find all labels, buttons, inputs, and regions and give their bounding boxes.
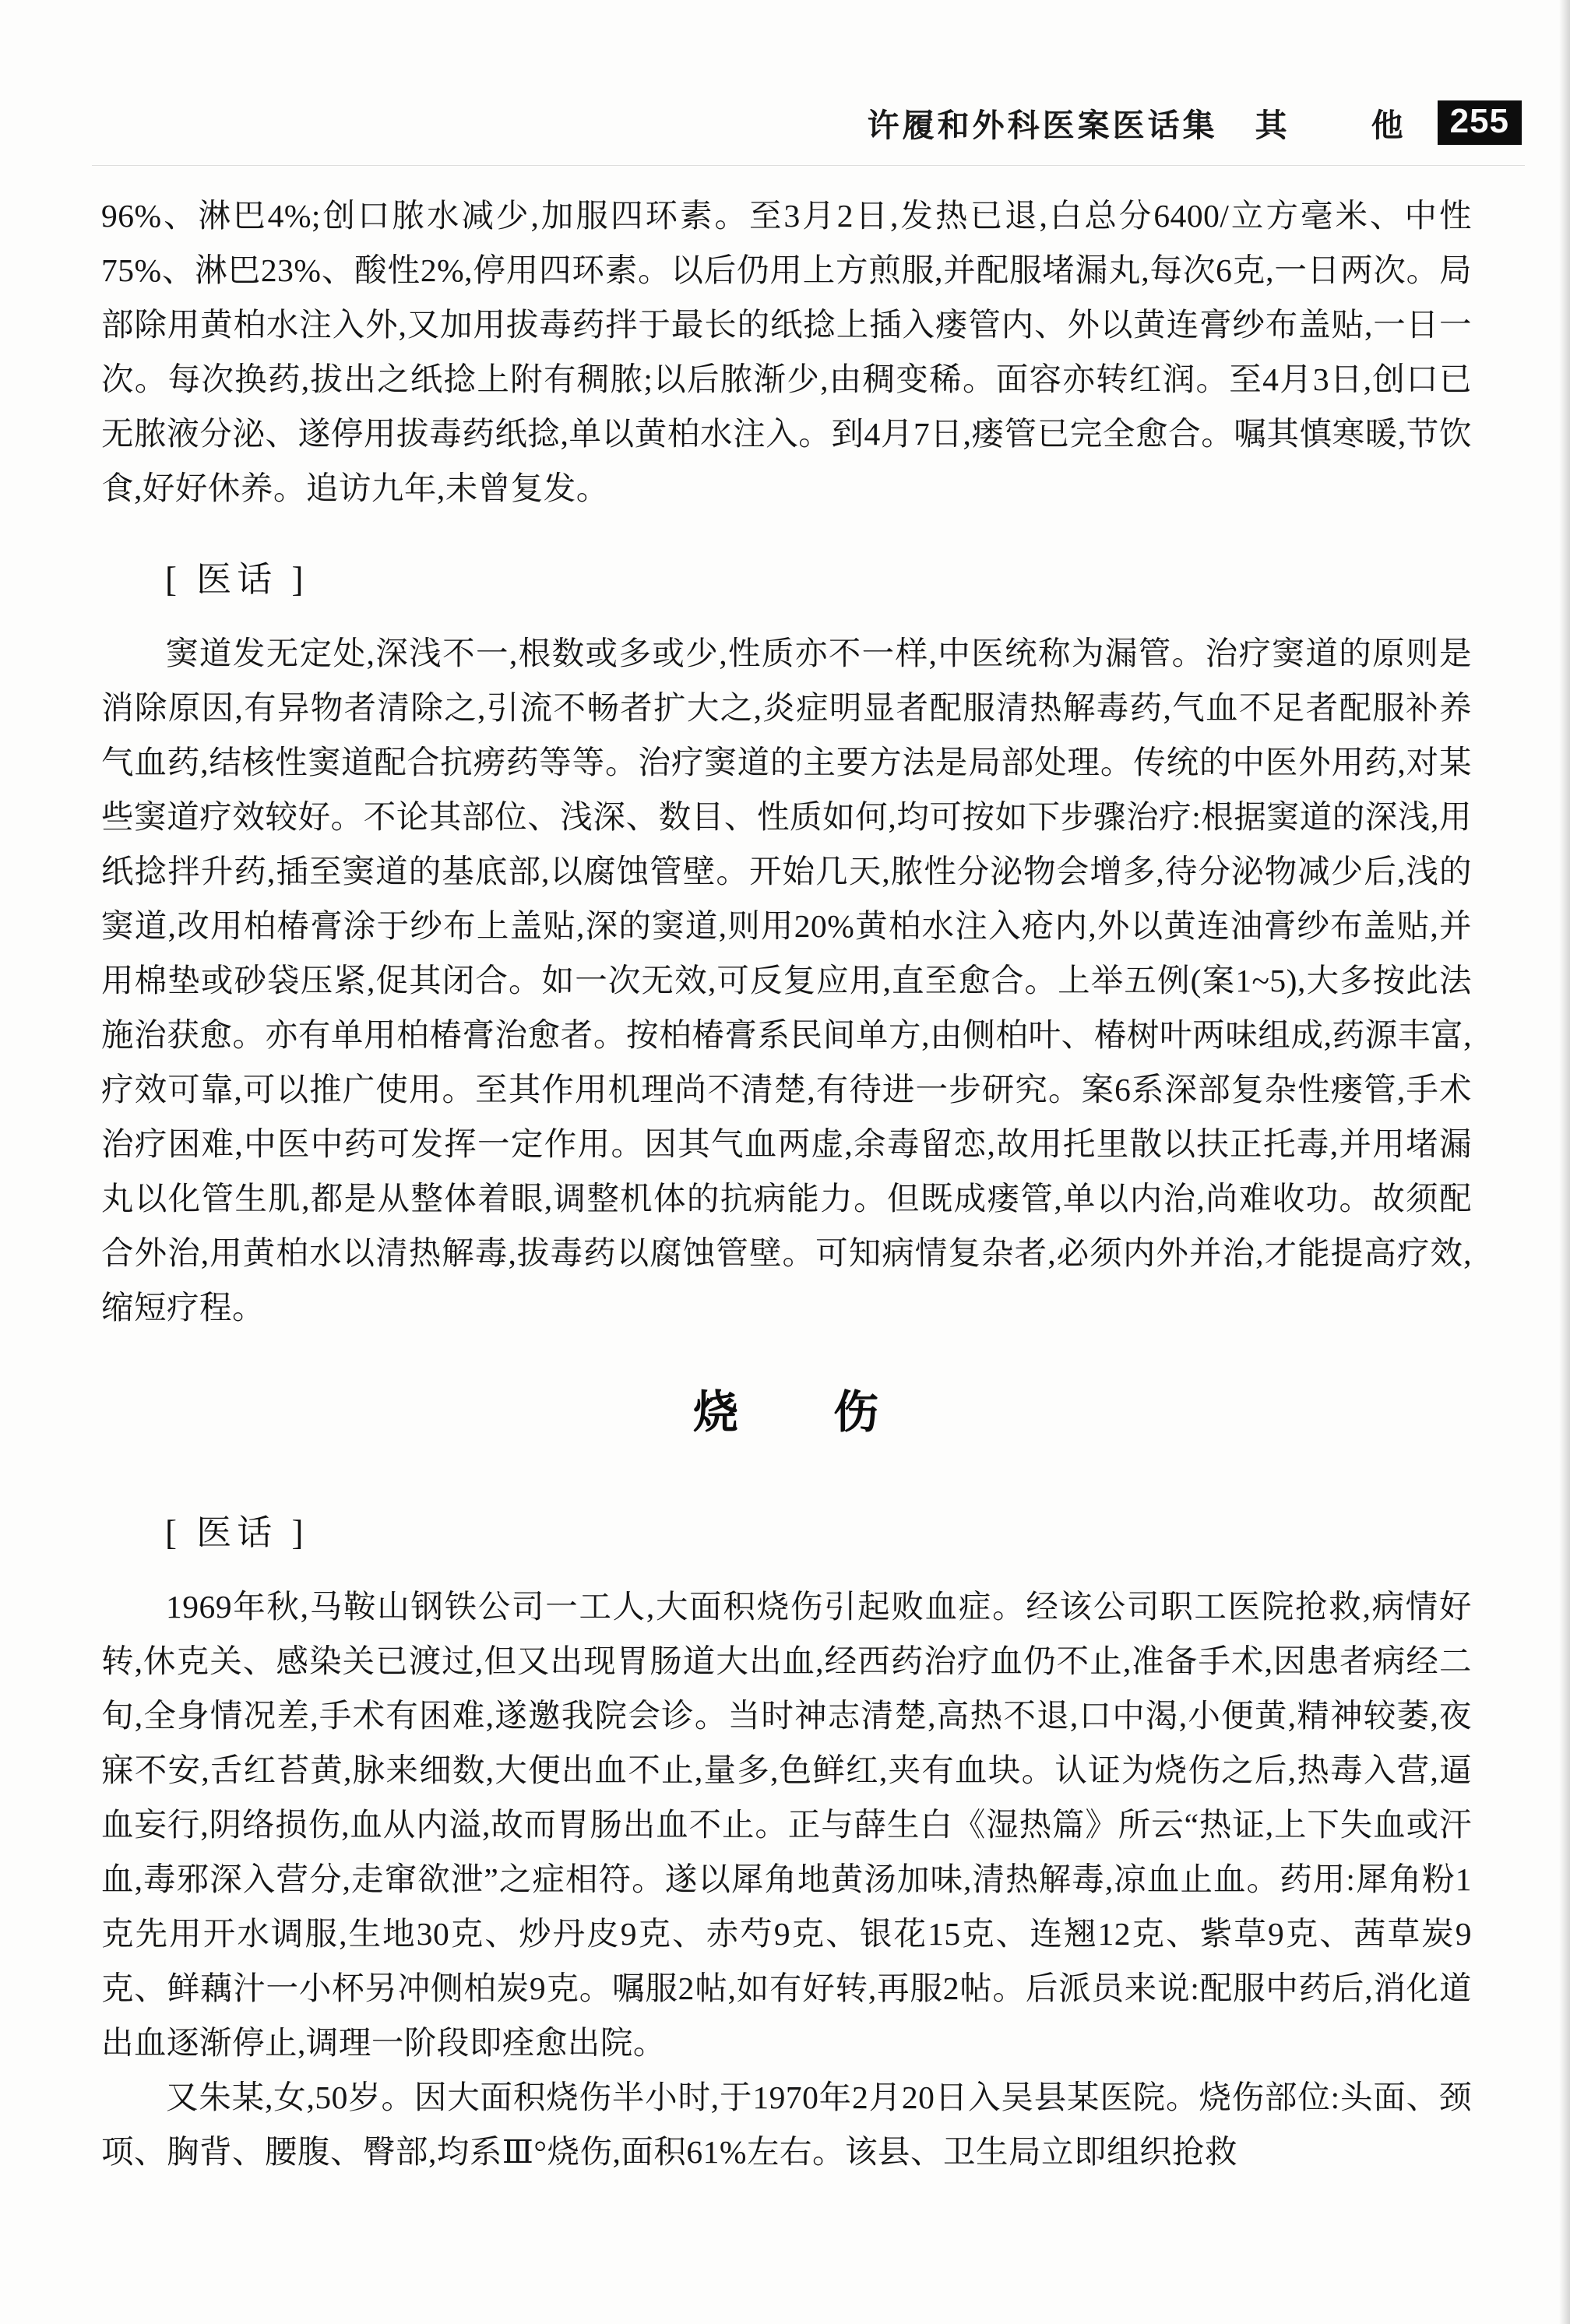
running-head bbox=[101, 100, 1522, 146]
paragraph-burn-case-2: 又朱某,女,50岁。因大面积烧伤半小时,于1970年2月20日入吴县某医院。烧伤部位:头面、颈项、胸背、腰腹、臀部,均系Ⅲ°烧伤,面积61%左右。该县、卫生局立即组织抢救 bbox=[101, 2079, 1472, 2170]
subsection-header-yihua-2: [ 医话 ] bbox=[165, 1513, 309, 1552]
section-title-burns: 烧 伤 bbox=[692, 1387, 880, 1438]
header-divider bbox=[92, 165, 1525, 166]
scan-edge-shadow bbox=[1559, 0, 1570, 2324]
running-subsection-label: 他 bbox=[1371, 107, 1406, 143]
paragraph-yihua-discussion: 窦道发无定处,深浅不一,根数或多或少,性质亦不一样,中医统称为漏管。治疗窦道的原则是消除原因,有异物者清除之,引流不畅者扩大之,炎症明显者配服清热解毒药,气血不足者配服补养气血药,结核性窦道配合抗痨药等等。治疗窦道的主要方法是局部处理。传统的中医外用药,对某些窦道疗效较好。不论其部位、浅深、数目、性质如何,均可按如下步骤治疗:根据窦道的深浅,用纸捻拌升药,插至窦道的基底部,以腐蚀管壁。开始几天,脓性分泌物会增多,待分泌物减少后,浅的窦道,改用柏椿膏涂于纱布上盖贴,深的窦道,则用20%黄柏水注入疮内,外以黄连油膏纱布盖贴,并用棉垫或砂袋压紧,促其闭合。如一次无效,可反复应用,直至愈合。上举五例(案1~5),大多按此法施治获愈。亦有单用柏椿膏治愈者。按柏椿膏系民间单方,由侧柏叶、椿树叶两味组成,药源丰富,疗效可靠,可以推广使用。至其作用机理尚不清楚,有待进一步研究。案6系深部复杂性瘘管,手术治疗困难,中医中药可发挥一定作用。因其气血两虚,余毒留恋,故用托里散以扶正托毒,并用堵漏丸以化管生肌,都是从整体着眼,调整机体的抗病能力。但既成瘘管,单以内治,尚难收功。故须配合外治,用黄柏水以清热解毒,拔毒药以腐蚀管壁。可知病情复杂者,必须内外并治,才能提高疗效,缩短疗程。 bbox=[101, 636, 1472, 1326]
page-content bbox=[101, 188, 1472, 2179]
book-title: 许履和外科医案医话集 bbox=[867, 107, 1218, 143]
running-section-label: 其 bbox=[1255, 107, 1290, 143]
paragraph-burn-case-1: 1969年秋,马鞍山钢铁公司一工人,大面积烧伤引起败血症。经该公司职工医院抢救,病情好转,休克关、感染关已渡过,但又出现胃肠道大出血,经西药治疗血仍不止,准备手术,因患者病经二旬,全身情况差,手术有困难,遂邀我院会诊。当时神志清楚,高热不退,口中渴,小便黄,精神较萎,夜寐不安,舌红苔黄,脉来细数,大便出血不止,量多,色鲜红,夹有血块。认证为烧伤之后,热毒入营,逼血妄行,阴络损伤,血从内溢,故而胃肠出血不止。正与薛生白《湿热篇》所云“热证,上下失血或汗血,毒邪深入营分,走窜欲泄”之症相符。遂以犀角地黄汤加味,清热解毒,凉血止血。药用:犀角粉1克先用开水调服,生地30克、炒丹皮9克、赤芍9克、银花15克、连翘12克、紫草9克、茜草炭9克、鲜藕汁一小杯另冲侧柏炭9克。嘱服2帖,如有好转,再服2帖。后派员来说:配服中药后,消化道出血逐渐停止,调理一阶段即痊愈出院。 bbox=[101, 1589, 1472, 2061]
subsection-header-yihua-1: [ 医话 ] bbox=[165, 560, 309, 599]
paragraph-case-continuation: 96%、淋巴4%;创口脓水减少,加服四环素。至3月2日,发热已退,白总分6400/立方毫米、中性75%、淋巴23%、酸性2%,停用四环素。以后仍用上方煎服,并配服堵漏丸,每次6克,一日两次。局部除用黄柏水注入外,又加用拔毒药拌于最长的纸捻上插入瘘管内、外以黄连膏纱布盖贴,一日一次。每次换药,拔出之纸捻上附有稠脓;以后脓渐少,由稠变稀。面容亦转红润。至4月3日,创口已无脓液分泌、遂停用拔毒药纸捻,单以黄柏水注入。到4月7日,瘘管已完全愈合。嘱其慎寒暖,节饮食,好好休养。追访九年,未曾复发。 bbox=[101, 198, 1472, 506]
page-number-badge: 255 bbox=[1438, 100, 1522, 145]
